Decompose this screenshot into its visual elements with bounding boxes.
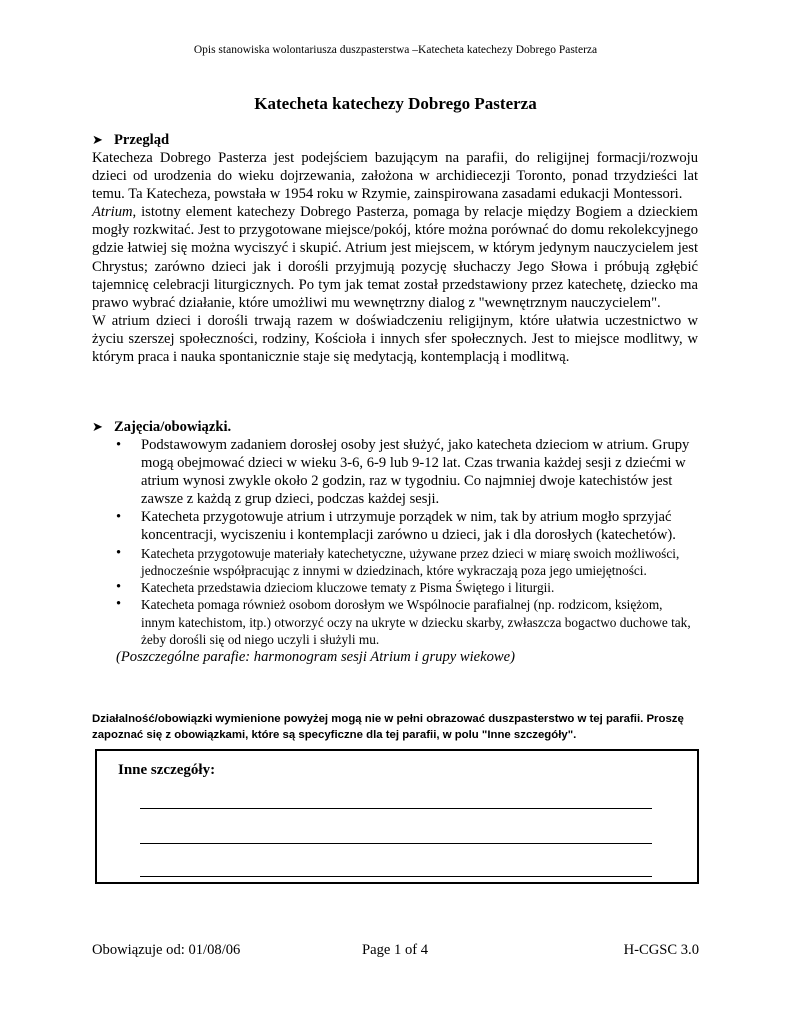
duties-heading	[92, 418, 698, 436]
overview-heading	[92, 131, 698, 149]
bullet-icon: •	[116, 579, 122, 596]
arrow-bullet-icon: ➤	[92, 131, 103, 147]
overview-paragraph-2	[92, 203, 698, 312]
page-number: Page 1 of 4	[362, 942, 429, 958]
details-input-line[interactable]	[140, 808, 652, 809]
list-item-text: Katecheta przedstawia dzieciom kluczowe tematy z Pisma Świętego i liturgii.	[141, 580, 555, 596]
bullet-icon: •	[116, 596, 122, 613]
list-item-text: Katecheta pomaga również osobom dorosłym we Wspólnocie parafialnej (np. rodzicom, księżom, innym katechistom, itp.) otworzyć oczy na ukryte w dziecku skarby, zwłaszcza bogactwo duchowe tak, żeby dorośli się od niego uczyli i służyli mu.	[141, 597, 691, 648]
details-input-line[interactable]	[140, 843, 652, 844]
effective-date: Obowiązuje od: 01/08/06	[92, 942, 241, 958]
list-item	[92, 436, 698, 508]
overview-paragraph-3: W atrium dzieci i dorośli trwają razem w doświadczeniu religijnym, które ułatwia uczestnictwo w życiu szerszej społeczności, rodziny, Kościoła i innych sfer społecznych. Jest to miejsce modlitwy, w którym praca i nauka spontanicznie staje się medytacją, kontemplacją i modlitwą.	[92, 312, 698, 366]
overview-section	[92, 131, 698, 366]
overview-paragraph-1: Katecheza Dobrego Pasterza jest podejściem bazującym na parafii, do religijnej formacji/rozwoju dzieci od urodzenia do wieku dojrzewania, założona w archidiecezji Toronto, ponad trzydzieści lat temu. Ta Katecheza, powstała w 1954 roku w Rzymie, zainspirowana zasadami edukacji Montessori.	[92, 150, 698, 203]
bullet-icon: •	[116, 509, 122, 526]
page-title: Katecheta katechezy Dobrego Pasterza	[254, 94, 537, 113]
parish-schedule-note: (Poszczególne parafie: harmonogram sesji Atrium i grupy wiekowe)	[116, 649, 515, 666]
atrium-term: Atrium	[92, 204, 133, 221]
list-item	[92, 596, 698, 648]
list-item	[92, 545, 698, 580]
document-code: H-CGSC 3.0	[623, 942, 699, 958]
duties-section	[92, 418, 698, 666]
overview-heading-text: Przegląd	[114, 131, 170, 148]
page-header: Opis stanowiska wolontariusza duszpasterstwa –Katecheta katechezy Dobrego Pasterza	[193, 44, 598, 56]
duties-heading-text: Zajęcia/obowiązki.	[114, 418, 232, 435]
list-item	[92, 508, 698, 544]
other-details-box	[95, 749, 699, 884]
arrow-bullet-icon: ➤	[92, 418, 103, 434]
overview-paragraph-2-text: , istotny element katechezy Dobrego Pasterza, pomaga by relacje między Bogiem a dzieckiem mogły rozkwitać. Jest to przygotowane miejsce/pokój, które można porównać do domu rekolekcyjnego gdzie łatwiej się można wyciszyć i skupić. Atrium jest miejscem, w którym jedynym nauczycielem jest Chrystus; zarówno dzieci jak i dorośli przyjmują pozycję słuchaczy Jego Słowa i próbują zgłębić tajemnicę celebracji liturgicznych. Po tym jak temat został przedstawiony przez katechetę, dziecko ma prawo wybrać działanie, które umożliwi mu wewnętrzny dialog z "wewnętrznym nauczycielem".	[92, 204, 698, 311]
list-item-text: Katecheta przygotowuje atrium i utrzymuje porządek w nim, tak by atrium mogło sprzyjać koncentracji, wyciszeniu i kontemplacji zarówno u dzieci, jak i dla dorosłych (katechetów).	[141, 509, 676, 544]
list-item	[92, 579, 698, 596]
details-input-line[interactable]	[140, 876, 652, 877]
duties-list	[92, 436, 698, 648]
bullet-icon: •	[116, 437, 122, 453]
list-item-text: Katecheta przygotowuje materiały katechetyczne, używane przez dzieci w miarę swoich możliwości, jednocześnie współpracując z innymi w dziedzinach, które wykraczają poza jego umiejętności.	[141, 545, 680, 578]
bullet-icon: •	[116, 544, 122, 561]
disclaimer-text: Działalność/obowiązki wymienione powyżej mogą nie w pełni obrazować duszpasterstwo w tej parafii. Proszę zapoznać się z obowiązkami, które są specyficzne dla tej parafii, w polu "Inne szczegóły".	[92, 713, 684, 741]
list-item-text: Podstawowym zadaniem dorosłej osoby jest służyć, jako katecheta dzieciom w atrium. Grupy mogą obejmować dzieci w wieku 3-6, 6-9 lub 9-12 lat. Czas trwania każdej sesji z dziećmi w atrium wynosi zwykle około 2 godzin, raz w tygodniu. Co najmniej dwoje katechistów jest zawsze z każdą z grup dzieci, podczas każdej sesji.	[141, 437, 690, 508]
other-details-label: Inne szczegóły:	[118, 762, 216, 778]
